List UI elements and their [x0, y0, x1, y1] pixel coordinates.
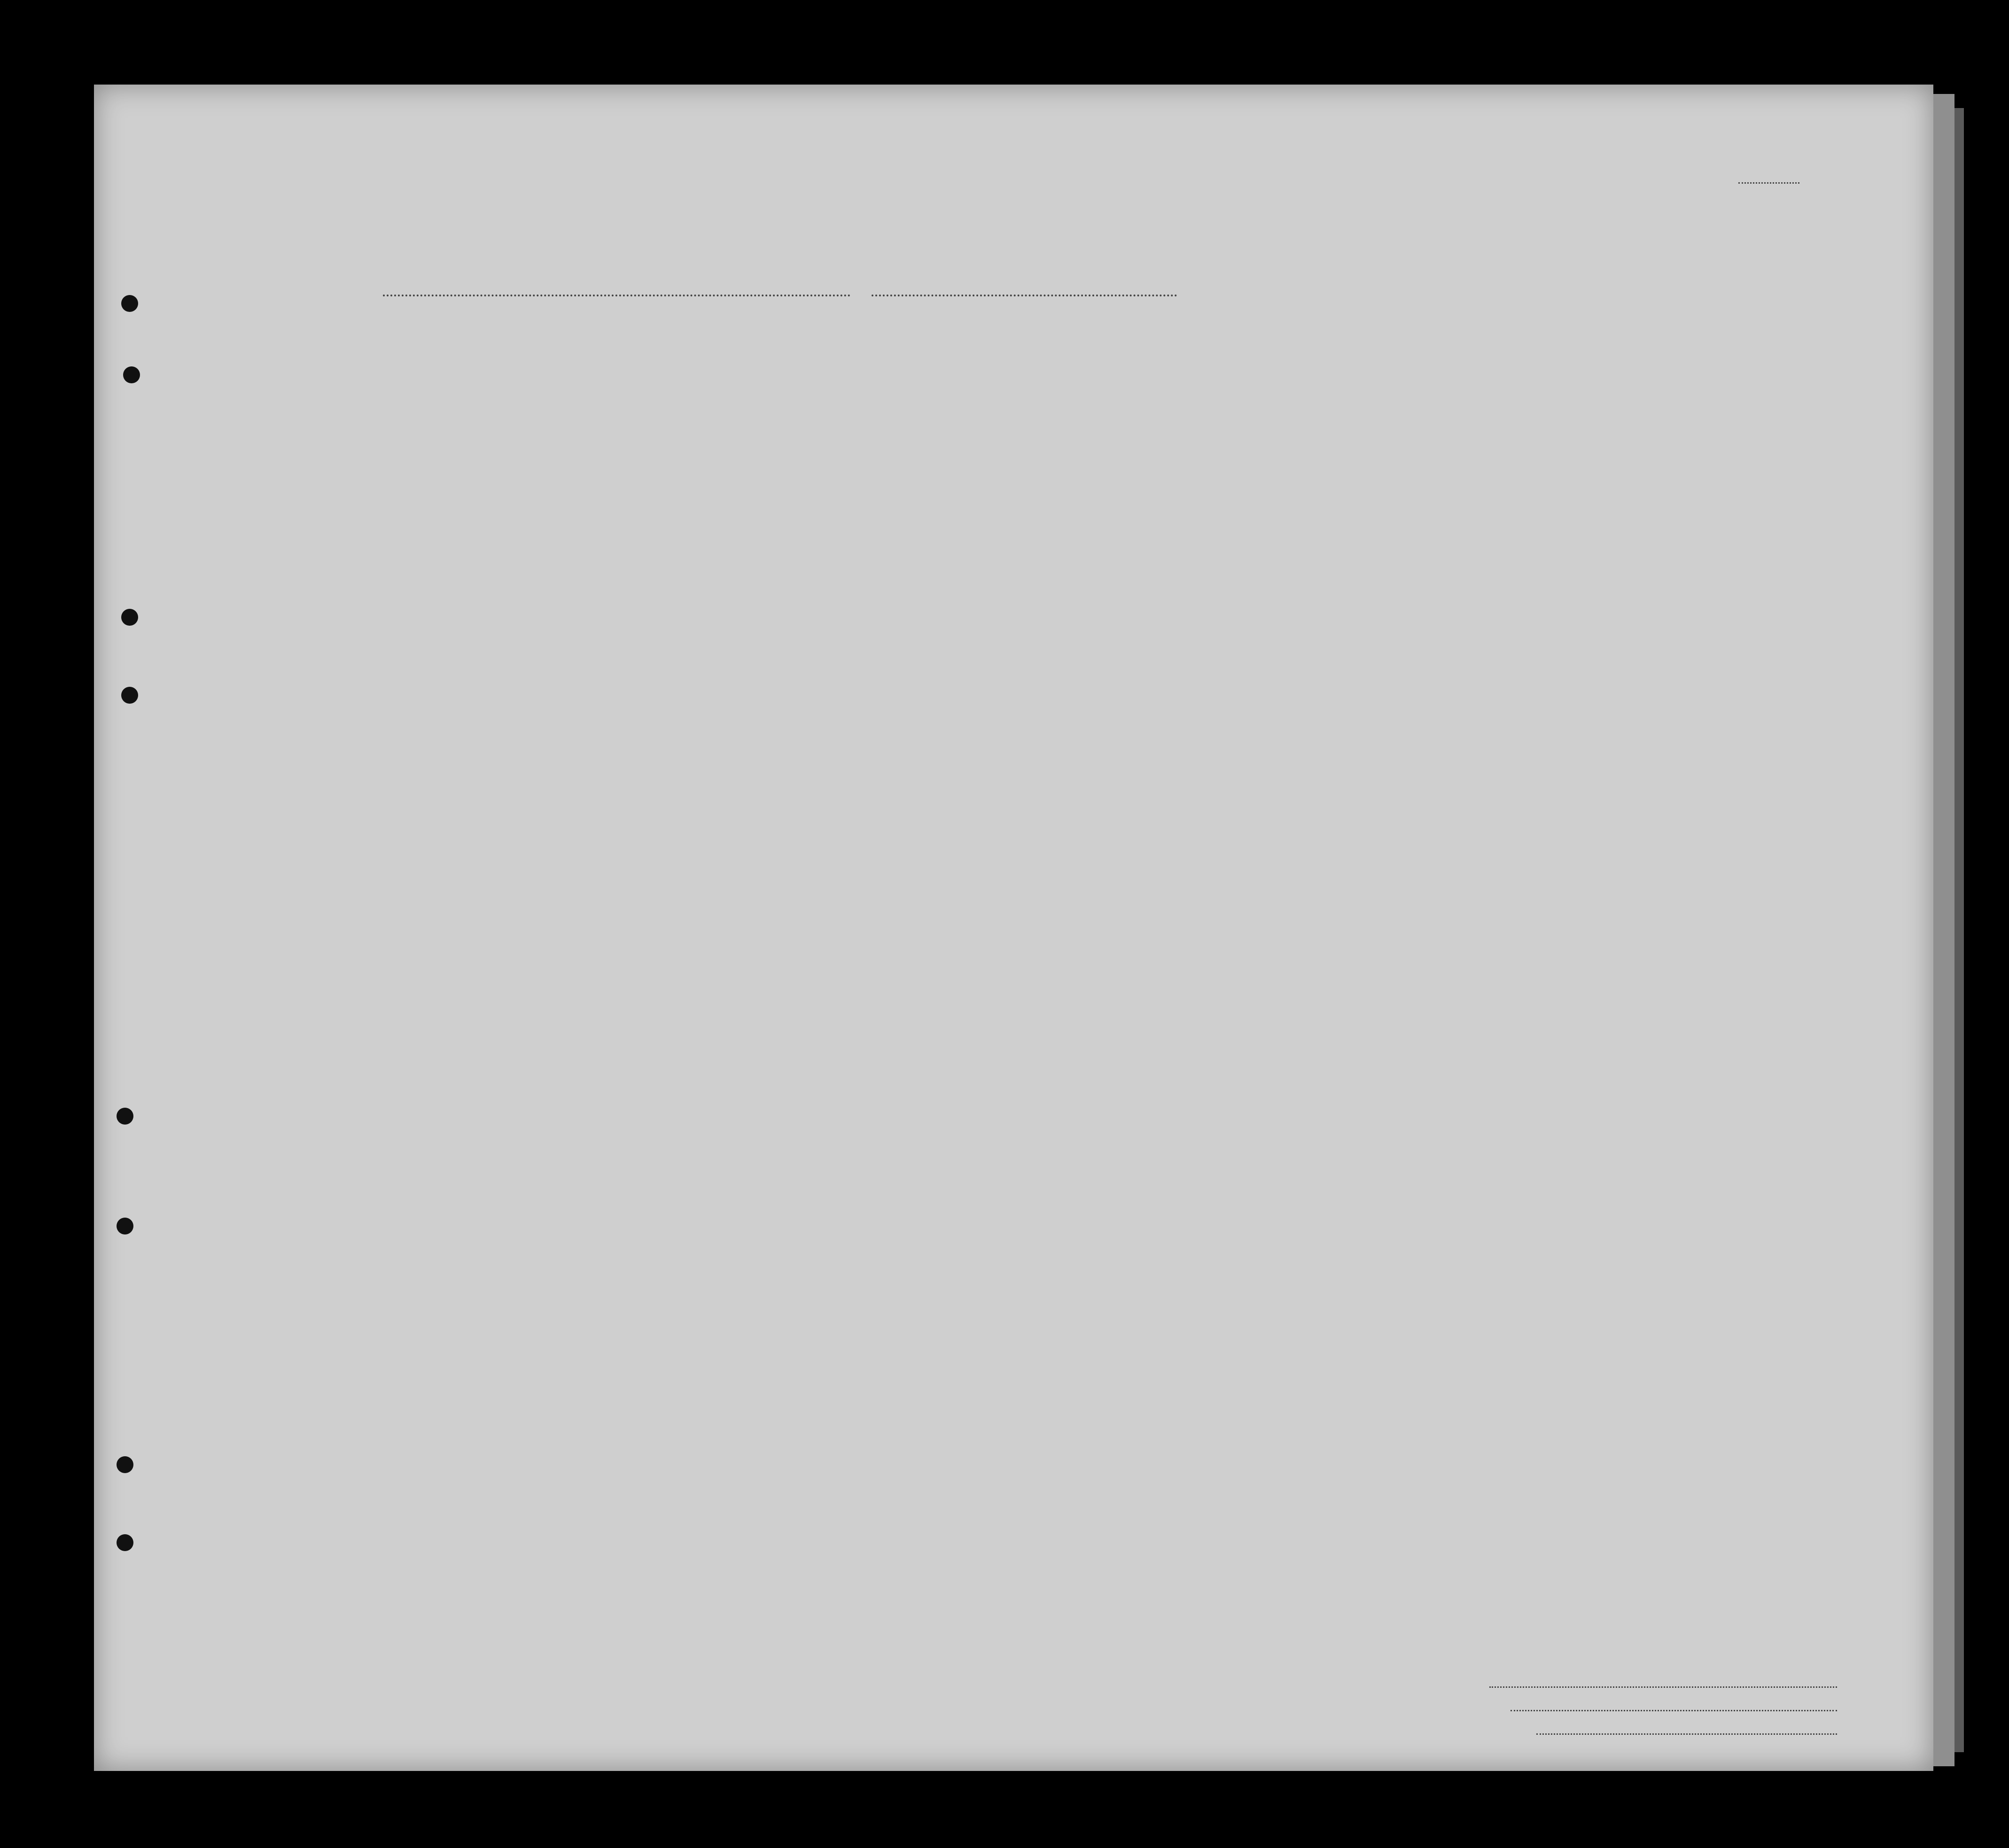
owners-field [1511, 1710, 1837, 1711]
line-field [1489, 1686, 1837, 1688]
local-agents-field [1536, 1733, 1837, 1735]
